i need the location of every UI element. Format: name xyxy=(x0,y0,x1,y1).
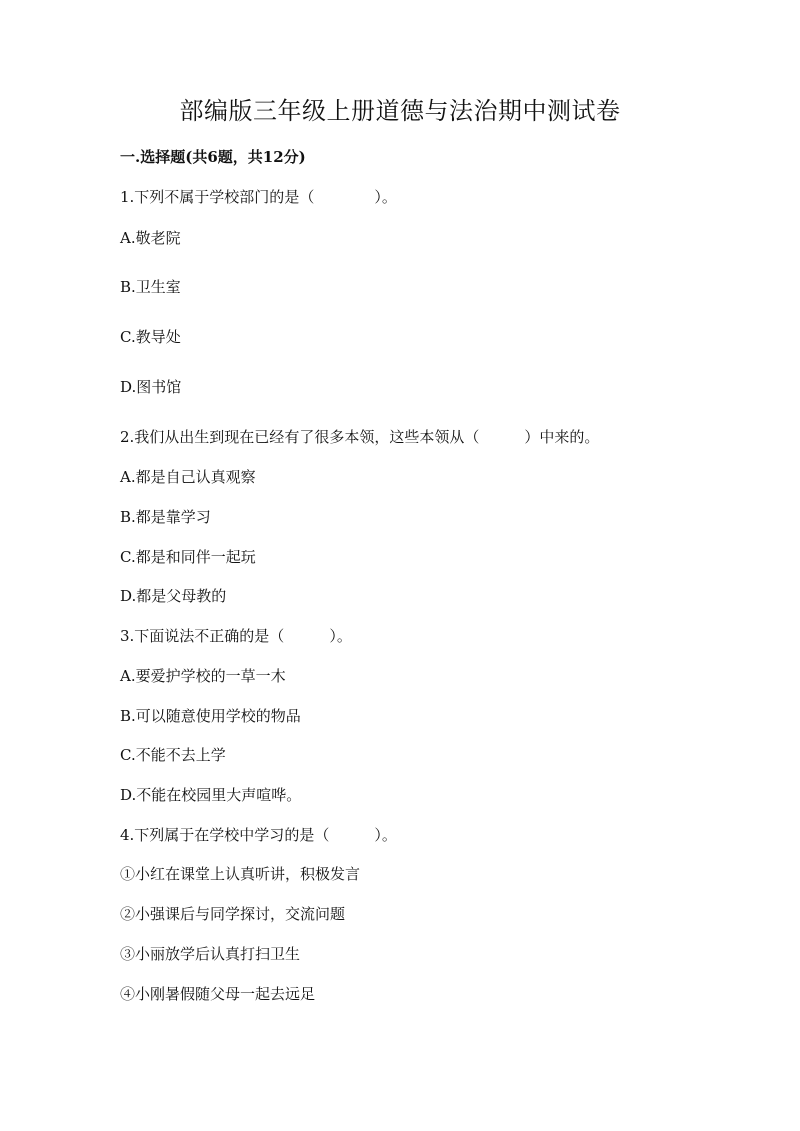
answer-option: A.敬老院 xyxy=(120,229,181,247)
answer-option: D.图书馆 xyxy=(120,378,182,396)
answer-option: D.都是父母教的 xyxy=(120,587,227,605)
answer-option: B.都是靠学习 xyxy=(120,508,211,526)
question-stem: 4.下列属于在学校中学习的是（ ）。 xyxy=(120,826,397,844)
answer-option: ②小强课后与同学探讨，交流问题 xyxy=(120,905,346,923)
answer-option: ④小刚暑假随父母一起去远足 xyxy=(120,985,316,1003)
answer-option: ③小丽放学后认真打扫卫生 xyxy=(120,945,301,963)
answer-option: C.都是和同伴一起玩 xyxy=(120,548,256,566)
answer-option: ①小红在课堂上认真听讲，积极发言 xyxy=(120,865,361,883)
answer-option: B.卫生室 xyxy=(120,278,181,296)
answer-option: A.都是自己认真观察 xyxy=(120,468,256,486)
question-stem: 2.我们从出生到现在已经有了很多本领，这些本领从（ ）中来的。 xyxy=(120,428,600,446)
page-title: 部编版三年级上册道德与法治期中测试卷 xyxy=(179,97,621,125)
question-stem: 3.下面说法不正确的是（ ）。 xyxy=(120,627,352,645)
answer-option: C.不能不去上学 xyxy=(120,746,226,764)
answer-option: A.要爱护学校的一草一木 xyxy=(120,667,286,685)
answer-option: C.教导处 xyxy=(120,328,181,346)
question-stem: 1.下列不属于学校部门的是（ ）。 xyxy=(120,188,397,206)
answer-option: B.可以随意使用学校的物品 xyxy=(120,707,301,725)
section-heading: 一.选择题(共6题，共12分) xyxy=(120,148,306,166)
answer-option: D.不能在校园里大声喧哗。 xyxy=(120,786,302,804)
